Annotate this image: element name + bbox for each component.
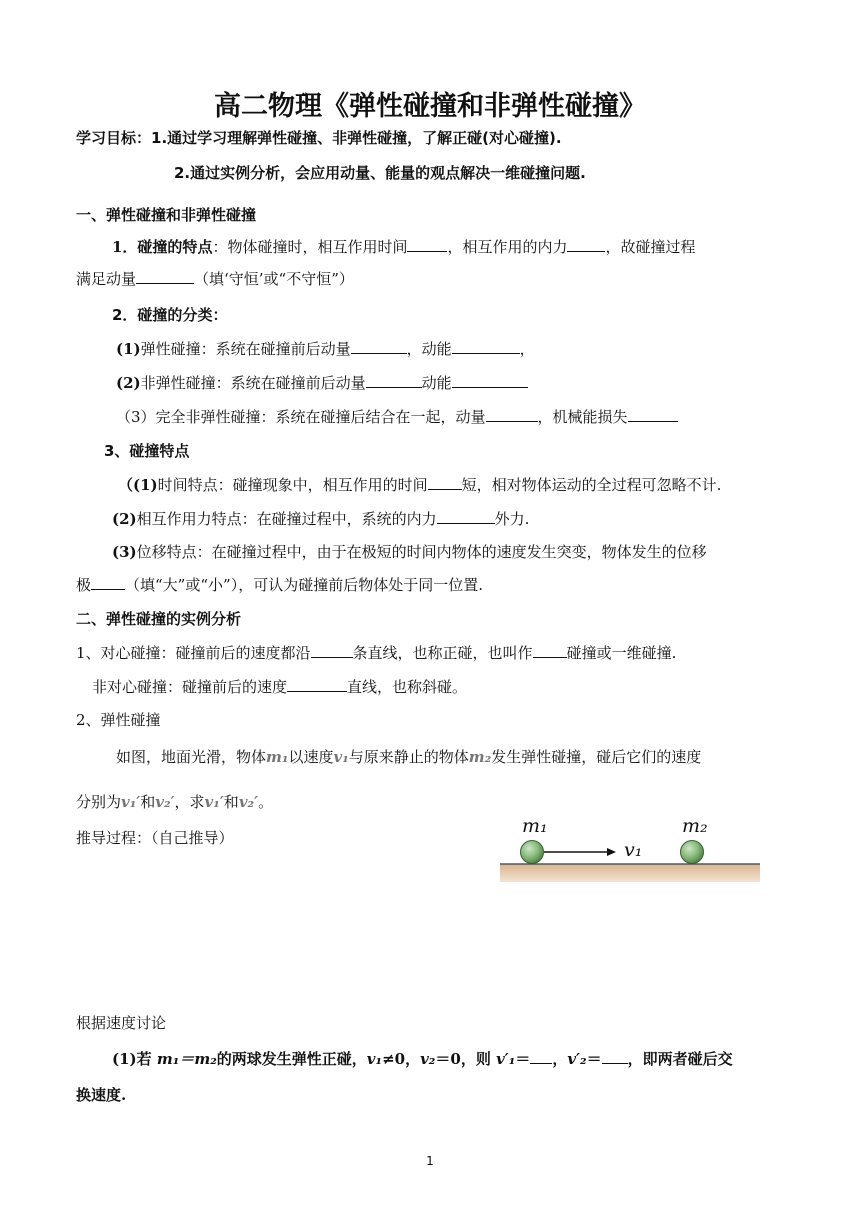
v1-prime-symbol: v₁′ [204, 793, 224, 811]
label: (2) [116, 374, 141, 392]
inelastic-collision-line [116, 372, 528, 393]
page-number: 1 [426, 1154, 434, 1168]
text: ≠0， [382, 1050, 421, 1068]
label-m1: m₁ [522, 815, 548, 837]
text: 直线，也称斜碰。 [347, 678, 468, 696]
text: 发生弹性碰撞，碰后它们的速度 [491, 748, 702, 766]
m1-symbol: m₁ [266, 748, 289, 766]
text: （填“大”或“小”），可认为碰撞前后物体处于同一位置. [125, 576, 483, 594]
text: ，相互作用的内力 [447, 238, 568, 256]
case1-line-2: 换速度. [76, 1086, 127, 1104]
blank [530, 1048, 552, 1064]
text: 短，相对物体运动的全过程可忽略不计. [461, 476, 722, 494]
case1-line [112, 1048, 733, 1069]
text: （3）完全非弹性碰撞：系统在碰撞后结合在一起，动量 [116, 408, 486, 426]
discussion-heading: 根据速度讨论 [76, 1014, 167, 1032]
text: 1、对心碰撞：碰撞前后的速度都沿 [76, 644, 311, 662]
text: 动能 [421, 374, 452, 392]
label-m2: m₂ [682, 815, 708, 837]
label-v1: v₁ [624, 839, 643, 861]
blank [351, 338, 407, 354]
v2-prime-symbol: v₂′ [155, 793, 175, 811]
page-title: 高二物理《弹性碰撞和非弹性碰撞》 [214, 91, 646, 122]
text: 。 [258, 793, 274, 811]
text: 非弹性碰撞：系统在碰撞前后动量 [140, 374, 366, 392]
elastic-collision-line [116, 338, 535, 359]
blank [91, 574, 125, 590]
text: 碰撞或一维碰撞. [566, 644, 677, 662]
blank [287, 676, 347, 692]
text: ，动能 [406, 340, 452, 358]
collision-features-line-2 [76, 268, 354, 289]
label: (3) [112, 543, 137, 561]
blank [366, 372, 422, 388]
text: 条直线，也称正碰，也叫作 [352, 644, 533, 662]
elastic-collision-heading: 2、弹性碰撞 [76, 711, 161, 729]
blank [452, 372, 528, 388]
text: ，机械能损失 [537, 408, 628, 426]
text: ， [519, 340, 535, 358]
collision-features-line [112, 236, 696, 257]
example-line-1 [116, 746, 701, 767]
label: (2) [112, 510, 137, 528]
blank [311, 642, 353, 658]
text: 满足动量 [76, 270, 137, 288]
text: ， [552, 1050, 568, 1068]
text: 外力. [494, 510, 530, 528]
ground [500, 864, 760, 882]
central-collision-line [76, 642, 676, 663]
collision-characteristics-label: 3、碰撞特点 [104, 442, 190, 460]
text: 与原来静止的物体 [348, 748, 469, 766]
force-feature-line [112, 508, 529, 529]
v1-symbol: v₁ [366, 1050, 383, 1068]
text: ，求 [174, 793, 205, 811]
v2-prime-symbol: v′₂ [567, 1050, 587, 1068]
objective-1: 1.通过学习理解弹性碰撞、非弹性碰撞，了解正碰(对心碰撞). [151, 129, 562, 147]
text: 极 [76, 576, 92, 594]
blank [437, 508, 495, 524]
text: ＝ [586, 1050, 602, 1068]
text: 若 [136, 1050, 157, 1068]
label: （(1) [118, 476, 158, 494]
perfectly-inelastic-line [116, 406, 678, 427]
blank [136, 268, 194, 284]
text: ＝ [515, 1050, 531, 1068]
arrow-head [607, 848, 616, 856]
text: ，故碰撞过程 [605, 238, 696, 256]
label: (1) [116, 340, 141, 358]
text: 如图，地面光滑，物体 [116, 748, 267, 766]
text: ：物体碰撞时，相互作用时间 [212, 238, 408, 256]
oblique-collision-line [92, 676, 467, 697]
text: ＝0，则 [435, 1050, 497, 1068]
text: 弹性碰撞：系统在碰撞前后动量 [140, 340, 351, 358]
v2-symbol: v₂ [420, 1050, 436, 1068]
v1-symbol: v₁ [333, 748, 349, 766]
v1-prime-symbol: v′₁ [496, 1050, 516, 1068]
text: 非对心碰撞：碰撞前后的速度 [92, 678, 288, 696]
text: 相互作用力特点：在碰撞过程中，系统的内力 [136, 510, 437, 528]
text: 时间特点：碰撞现象中，相互作用的时间 [157, 476, 428, 494]
collision-features-label: 1．碰撞的特点 [112, 238, 213, 256]
objectives-label: 学习目标： [76, 129, 152, 147]
objective-2: 2.通过实例分析，会应用动量、能量的观点解决一维碰撞问题. [174, 164, 586, 182]
blank [628, 406, 678, 422]
collision-diagram [498, 812, 762, 884]
derivation-prompt: 推导过程：（自己推导） [76, 829, 234, 847]
blank [428, 474, 462, 490]
text: 位移特点：在碰撞过程中，由于在极短的时间内物体的速度发生突变，物体发生的位移 [136, 543, 707, 561]
v2-prime-symbol: v₂′ [238, 793, 259, 811]
blank [407, 236, 447, 252]
collision-types-label: 2．碰撞的分类： [112, 306, 228, 324]
text: ，即两者碰后交 [627, 1050, 733, 1068]
label: (1) [112, 1050, 137, 1068]
text: 和 [140, 793, 156, 811]
m2-symbol: m₂ [468, 748, 492, 766]
displacement-feature-line [112, 541, 707, 562]
blank [602, 1048, 628, 1064]
mass-condition: m₁＝m₂ [156, 1050, 217, 1068]
v1-prime-symbol: v₁′ [121, 793, 141, 811]
section1-heading: 一、弹性碰撞和非弹性碰撞 [76, 206, 257, 224]
text: 分别为 [76, 793, 122, 811]
time-feature-line [118, 474, 721, 495]
text: （填‘守恒’或“不守恒”） [194, 270, 354, 288]
text: 和 [223, 793, 239, 811]
displacement-feature-line-2 [76, 574, 483, 595]
text: 的两球发生弹性正碰， [216, 1050, 367, 1068]
text: 以速度 [288, 748, 334, 766]
blank [533, 642, 567, 658]
blank [452, 338, 520, 354]
blank [486, 406, 538, 422]
section2-heading: 二、弹性碰撞的实例分析 [76, 610, 242, 628]
ball-m2 [681, 841, 704, 864]
ball-m1 [521, 841, 544, 864]
example-line-2 [76, 791, 273, 812]
objectives-line-1 [76, 127, 562, 148]
blank [567, 236, 605, 252]
